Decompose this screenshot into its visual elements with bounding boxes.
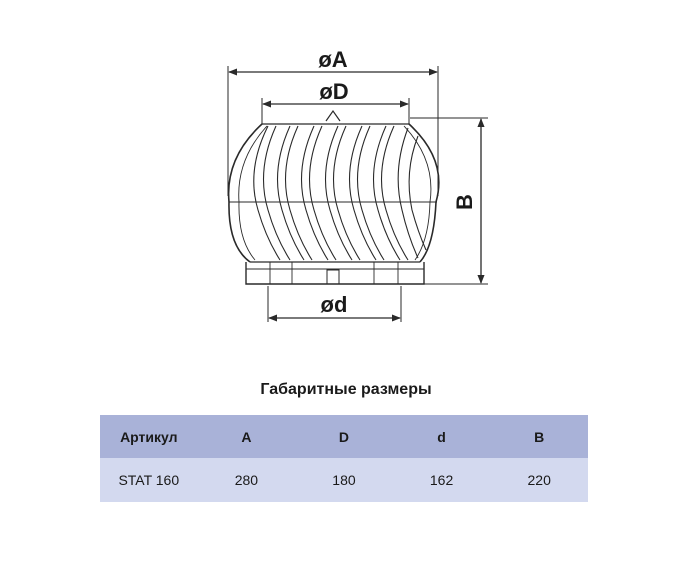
cell-article: STAT 160 bbox=[100, 458, 198, 502]
dimension-lines bbox=[229, 72, 481, 318]
cell-D: 180 bbox=[295, 458, 393, 502]
cell-B: 220 bbox=[490, 458, 588, 502]
table-title: Габаритные размеры bbox=[260, 381, 432, 398]
cell-d: 162 bbox=[393, 458, 491, 502]
header-D: D bbox=[295, 415, 393, 458]
deflector-body bbox=[229, 111, 439, 284]
table-row bbox=[100, 458, 588, 502]
header-article: Артикул bbox=[100, 415, 198, 458]
label-dim-B: B bbox=[452, 194, 477, 210]
label-dim-D: øD bbox=[319, 79, 349, 104]
label-dim-A: øA bbox=[318, 47, 348, 72]
header-d: d bbox=[393, 415, 491, 458]
dimensions-table bbox=[100, 415, 588, 502]
header-A: A bbox=[198, 415, 296, 458]
table-header-row bbox=[100, 415, 588, 458]
header-B: B bbox=[490, 415, 588, 458]
cell-A: 280 bbox=[198, 458, 296, 502]
label-dim-d: ød bbox=[320, 292, 348, 317]
